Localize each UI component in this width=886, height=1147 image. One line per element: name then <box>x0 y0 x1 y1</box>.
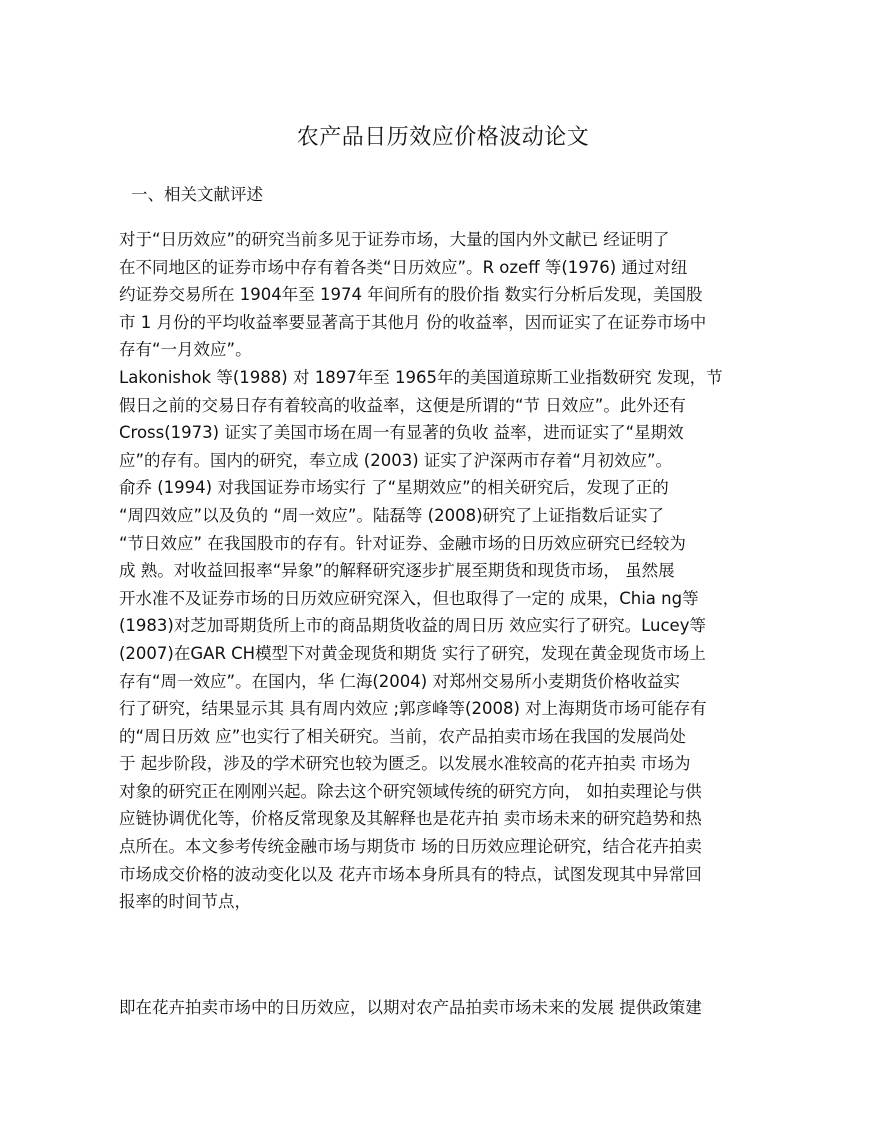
text-line: 俞乔 (1994) 对我国证券市场实行 了“星期效应”的相关研究后，发现了正的 <box>119 478 669 498</box>
text-line: 应”的存有。国内的研究，奉立成 (2003) 证实了沪深两市存着“月初效应”。 <box>119 450 672 470</box>
text-line: 对于“日历效应”的研究当前多见于证券市场，大量的国内外文献已 经证明了 <box>119 230 670 249</box>
text-line: 市场成交价格的波动变化以及 花卉市场本身所具有的特点，试图发现其中异常回 <box>119 864 702 884</box>
text-line: 即在花卉拍卖市场中的日历效应，以期对农产品拍卖市场未来的发展 提供政策建 <box>119 998 702 1017</box>
text-line: 于 起步阶段，涉及的学术研究也较为匮乏。以发展水准较高的花卉拍卖 市场为 <box>119 754 691 774</box>
text-line: 存有“周一效应”。在国内，华 仁海(2004) 对郑州交易所小麦期货价格收益实 <box>119 671 680 691</box>
text-line: “周四效应”以及负的 “周一效应”。陆磊等 (2008)研究了上证指数后证实了 <box>119 505 665 525</box>
text-line: 应链协调优化等，价格反常现象及其解释也是花卉拍 卖市场未来的研究趋势和热 <box>119 809 702 829</box>
text-line: 行了研究，结果显示其 具有周内效应 ;郭彦峰等(2008) 对上海期货市场可能存有 <box>119 699 707 719</box>
text-line: (1983)对芝加哥期货所上市的商品期货收益的周日历 效应实行了研究。Lucey等 <box>119 616 706 636</box>
text-line: “节日效应” 在我国股市的存有。针对证券、金融市场的日历效应研究已经较为 <box>119 533 686 553</box>
text-line: (2007)在GAR CH模型下对黄金现货和期货 实行了研究，发现在黄金现货市场上 <box>119 643 706 663</box>
text-line: Cross(1973) 证实了美国市场在周一有显著的负收 益率，进而证实了“星期效 <box>119 423 684 443</box>
text-line: 报率的时间节点， <box>119 892 251 912</box>
text-line: 市 1 月份的平均收益率要显著高于其他月 份的收益率，因而证实了在证券市场中 <box>119 312 707 332</box>
text-line: 成 熟。对收益回报率“异象”的解释研究逐步扩展至期货和现货市场， 虽然展 <box>119 561 675 581</box>
text-line: 开水准不及证券市场的日历效应研究深入，但也取得了一定的 成果，Chia ng等 <box>119 588 699 608</box>
text-line: Lakonishok 等(1988) 对 1897年至 1965年的美国道琼斯工业指数研究 发现，节 <box>119 367 723 387</box>
text-line: 的“周日历效 应”也实行了相关研究。当前，农产品拍卖市场在我国的发展尚处 <box>119 726 686 746</box>
paragraph-1 <box>119 226 759 916</box>
document-title: 农产品日历效应价格波动论文 <box>296 125 590 150</box>
text-line: 点所在。本文参考传统金融市场与期货市 场的日历效应理论研究，结合花卉拍卖 <box>119 837 702 857</box>
text-line: 存有“一月效应”。 <box>119 340 252 360</box>
section-heading: 一、相关文献评述 <box>131 185 263 204</box>
paragraph-2 <box>119 994 759 1022</box>
text-line: 对象的研究正在刚刚兴起。除去这个研究领域传统的研究方向， 如拍卖理论与供 <box>119 781 702 801</box>
text-line: 约证券交易所在 1904年至 1974 年间所有的股价指 数实行分析后发现，美国股 <box>119 285 703 305</box>
text-line: 假日之前的交易日存有着较高的收益率，这便是所谓的“节 日效应”。此外还有 <box>119 395 686 415</box>
text-line: 在不同地区的证券市场中存有着各类“日历效应”。R ozeff 等(1976) 通过对纽 <box>119 257 688 277</box>
